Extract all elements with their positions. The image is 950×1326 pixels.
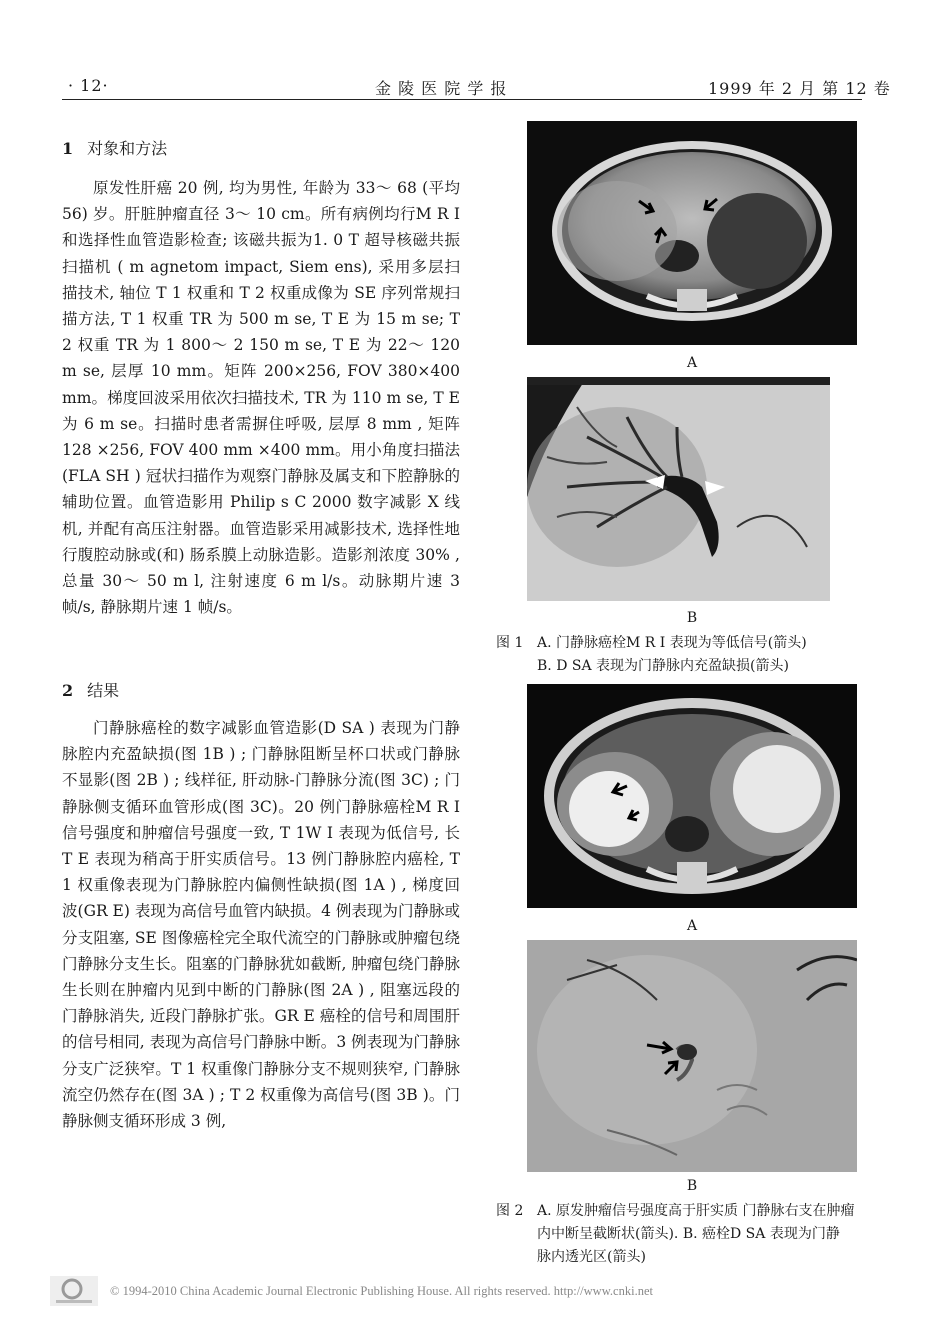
figure-2b-label: B [686,1178,698,1194]
journal-title: 金 陵 医 院 学 报 [375,79,508,98]
figure-1a-label: A [686,355,698,371]
figure-1-caption-b: B. D SA 表现为门静脉内充盈缺损(箭头) [537,658,789,674]
figure-1a-mri-image [527,121,857,345]
section-1-title: 对象和方法 [87,139,168,158]
copyright-footer: © 1994-2010 China Academic Journal Electronic Publishing House. All rights reserved. http://www.cnki.net [110,1284,653,1298]
section-1-number: 1 [62,139,74,158]
section-2-paragraph: 门静脉癌栓的数字减影血管造影(D SA ) 表现为门静脉腔内充盈缺损(图 1B ) ; 门静脉阻断呈杯口状或门静脉不显影(图 2B ) ; 线样征, 肝动脉-门静脉分流(图 3C) ; 门静脉侧支循环血管形成(图 3C)。20 例门静脉癌栓M R I 信号强度和肿瘤信号强度一致, T 1W I 表现为低信号, 长 T E 表现为稍高于肝实质信号。13 例门静脉腔内癌栓, T 1 权重像表现为门静脉腔内偏侧性缺损(图 1A ) , 梯度回波(GR E) 表现为高信号血管内缺损。4 例表现为门静脉或分支阻塞, SE 图像癌栓完全取代流空的门静脉或肿瘤包绕门静脉分支生长。阻塞的门静脉犹如截断, 肿瘤包绕门静脉生长则在肿瘤内见到中断的门静脉(图 2A ) , 阻塞远段的门静脉消失, 近段门静脉扩张。GR E 癌栓的信号和周围肝的信号相同, 表现为高信号门静脉中断。3 例表现为门静脉分支广泛狭窄。T 1 权重像门静脉分支不规则狭窄, 门静脉流空仍然存在(图 3A ) ; T 2 权重像为高信号(图 3B )。门静脉侧支循环形成 3 例, [62,719,460,1131]
issue-info: 1999 年 2 月 第 12 卷 [708,79,891,98]
figure-1b-label: B [686,610,698,626]
figure-2-caption-line-2: 内中断呈截断状(箭头). B. 癌栓D SA 表现为门静 [537,1226,840,1242]
figure-1-caption-a: A. 门静脉癌栓M R I 表现为等低信号(箭头) [537,635,807,651]
section-1-heading [62,136,167,159]
figure-2-caption-number: 图 2 [496,1203,524,1219]
page-number: · 12· [68,76,109,95]
figure-1-caption-number: 图 1 [496,635,524,651]
section-1-paragraph: 原发性肝癌 20 例, 均为男性, 年龄为 33～ 68 (平均 56) 岁。肝脏肿瘤直径 3～ 10 cm。所有病例均行M R I 和选择性血管造影检查; 该磁共振为1. 0 T 超导核磁共振扫描机 ( m agnetom impact, Siem ens), 采用多层扫描技术, 轴位 T 1 权重和 T 2 权重成像为 SE 序列常规扫描方法, T 1 权重 TR 为 500 m se, T E 为 15 m se; T 2 权重 TR 为 1 800～ 2 150 m se, T E 为 22～ 120 m se, 层厚 10 mm。矩阵 200×256, FOV 380×400 mm。梯度回波采用依次扫描技术, TR 为 110 m se, T E 为 6 m se。扫描时患者需摒住呼吸, 层厚 8 mm , 矩阵 128 ×256, FOV 400 mm ×400 mm。用小角度扫描法(FLA SH ) 冠状扫描作为观察门静脉及属支和下腔静脉的辅助位置。血管造影用 Philip s C 2000 数字减影 X 线机, 并配有高压注射器。血管造影采用减影技术, 选择性地行腹腔动脉或(和) 肠系膜上动脉造影。造影剂浓度 30% , 总量 30～ 50 m l, 注射速度 6 m l/s。动脉期片速 3 帧/s, 静脉期片速 1 帧/s。 [62,179,460,617]
section-2-heading [62,678,119,701]
figure-2b-dsa-image [527,940,857,1172]
header-rule [62,99,862,100]
figure-2a-label: A [686,918,698,934]
section-2-title: 结果 [87,681,120,700]
figure-2-caption-line-3: 脉内透光区(箭头) [537,1249,646,1265]
section-2-number: 2 [62,681,74,700]
publisher-logo [50,1276,98,1306]
figure-2a-mri-image [527,684,857,908]
figure-2-caption-line-1: A. 原发肿瘤信号强度高于肝实质 门静脉右支在肿瘤 [537,1203,855,1219]
figure-1b-dsa-image [527,377,830,601]
